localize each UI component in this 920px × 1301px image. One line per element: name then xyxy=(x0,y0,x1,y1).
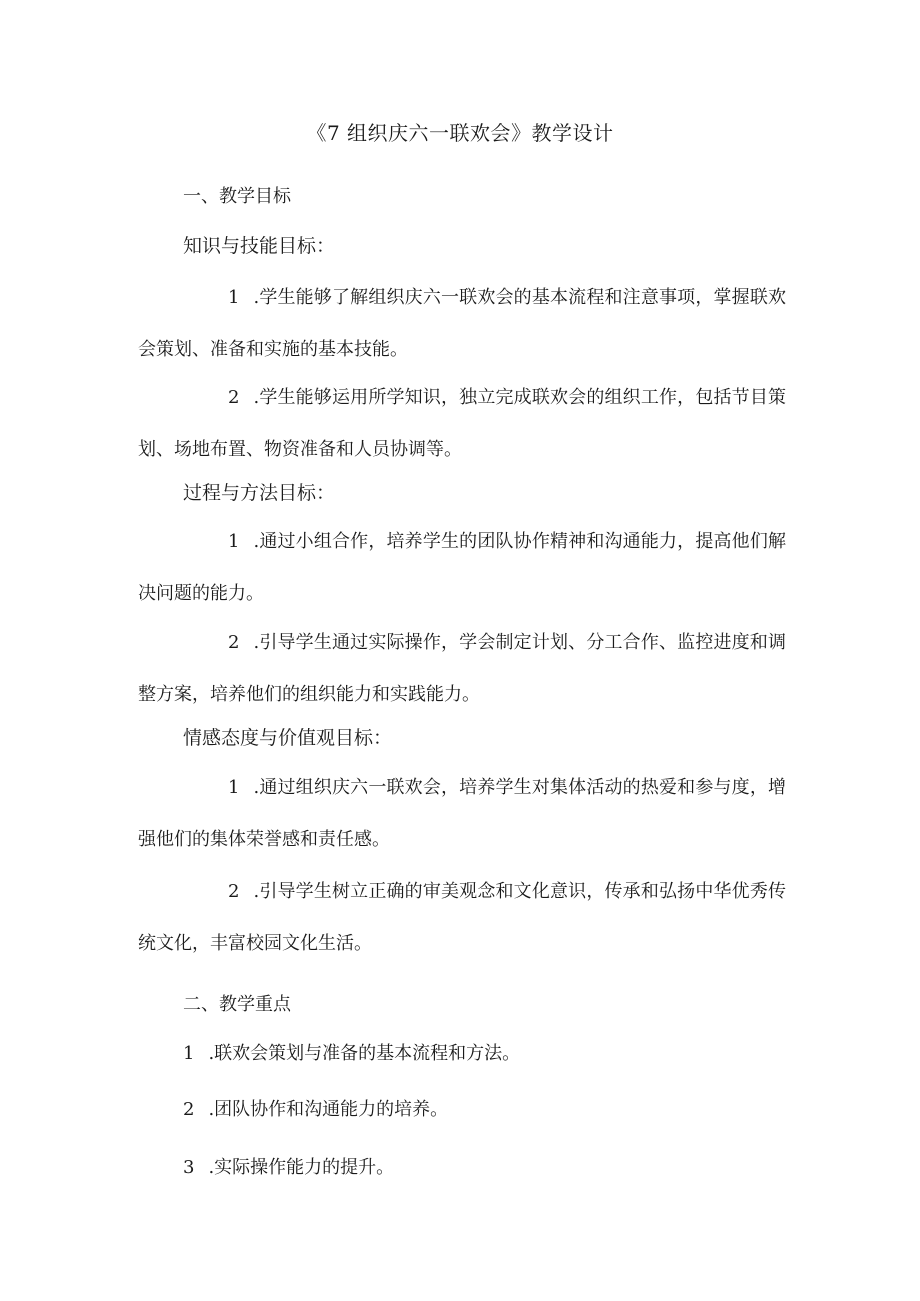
item-text: .联欢会策划与准备的基本流程和方法。 xyxy=(208,1043,521,1064)
item-number: 1 xyxy=(183,1043,195,1064)
item-number: 1 xyxy=(228,287,240,308)
item-text: .通过小组合作，培养学生的团队协作精神和沟通能力，提高他们解决问题的能力。 xyxy=(138,531,786,604)
paragraph-emotion-1 xyxy=(138,762,786,866)
item-text: .团队协作和沟通能力的培养。 xyxy=(208,1099,449,1120)
subtitle-emotion-values: 情感态度与价值观目标： xyxy=(183,727,393,749)
key-point-3 xyxy=(183,1154,394,1182)
item-number: 2 xyxy=(228,632,240,653)
item-number: 1 xyxy=(228,531,240,552)
item-text: .学生能够运用所学知识，独立完成联欢会的组织工作，包括节目策划、场地布置、物资准备和人员协调等。 xyxy=(138,387,786,460)
item-number: 2 xyxy=(228,881,240,902)
paragraph-process-2 xyxy=(138,617,786,721)
section-heading-objectives: 一、教学目标 xyxy=(183,186,291,207)
section-heading-key-points: 二、教学重点 xyxy=(183,994,291,1015)
paragraph-emotion-2 xyxy=(138,866,786,970)
paragraph-knowledge-1 xyxy=(138,272,786,376)
item-text: .通过组织庆六一联欢会，培养学生对集体活动的热爱和参与度，增强他们的集体荣誉感和责任感。 xyxy=(138,777,786,850)
key-point-2 xyxy=(183,1096,448,1124)
item-number: 2 xyxy=(183,1099,195,1120)
paragraph-process-1 xyxy=(138,516,786,620)
item-number: 1 xyxy=(228,777,240,798)
item-text: .引导学生树立正确的审美观念和文化意识，传承和弘扬中华优秀传统文化，丰富校园文化生活。 xyxy=(138,881,786,954)
item-text: .实际操作能力的提升。 xyxy=(208,1157,395,1178)
item-text: .学生能够了解组织庆六一联欢会的基本流程和注意事项，掌握联欢会策划、准备和实施的基本技能。 xyxy=(138,287,786,360)
item-number: 3 xyxy=(183,1157,195,1178)
subtitle-knowledge-skills: 知识与技能目标： xyxy=(183,235,336,257)
key-point-1 xyxy=(183,1040,520,1068)
paragraph-knowledge-2 xyxy=(138,372,786,476)
document-title: 《7 组织庆六一联欢会》教学设计 xyxy=(306,121,614,145)
item-text: .引导学生通过实际操作，学会制定计划、分工合作、监控进度和调整方案，培养他们的组织能力和实践能力。 xyxy=(138,632,786,705)
subtitle-process-method: 过程与方法目标： xyxy=(183,482,336,504)
item-number: 2 xyxy=(228,387,240,408)
